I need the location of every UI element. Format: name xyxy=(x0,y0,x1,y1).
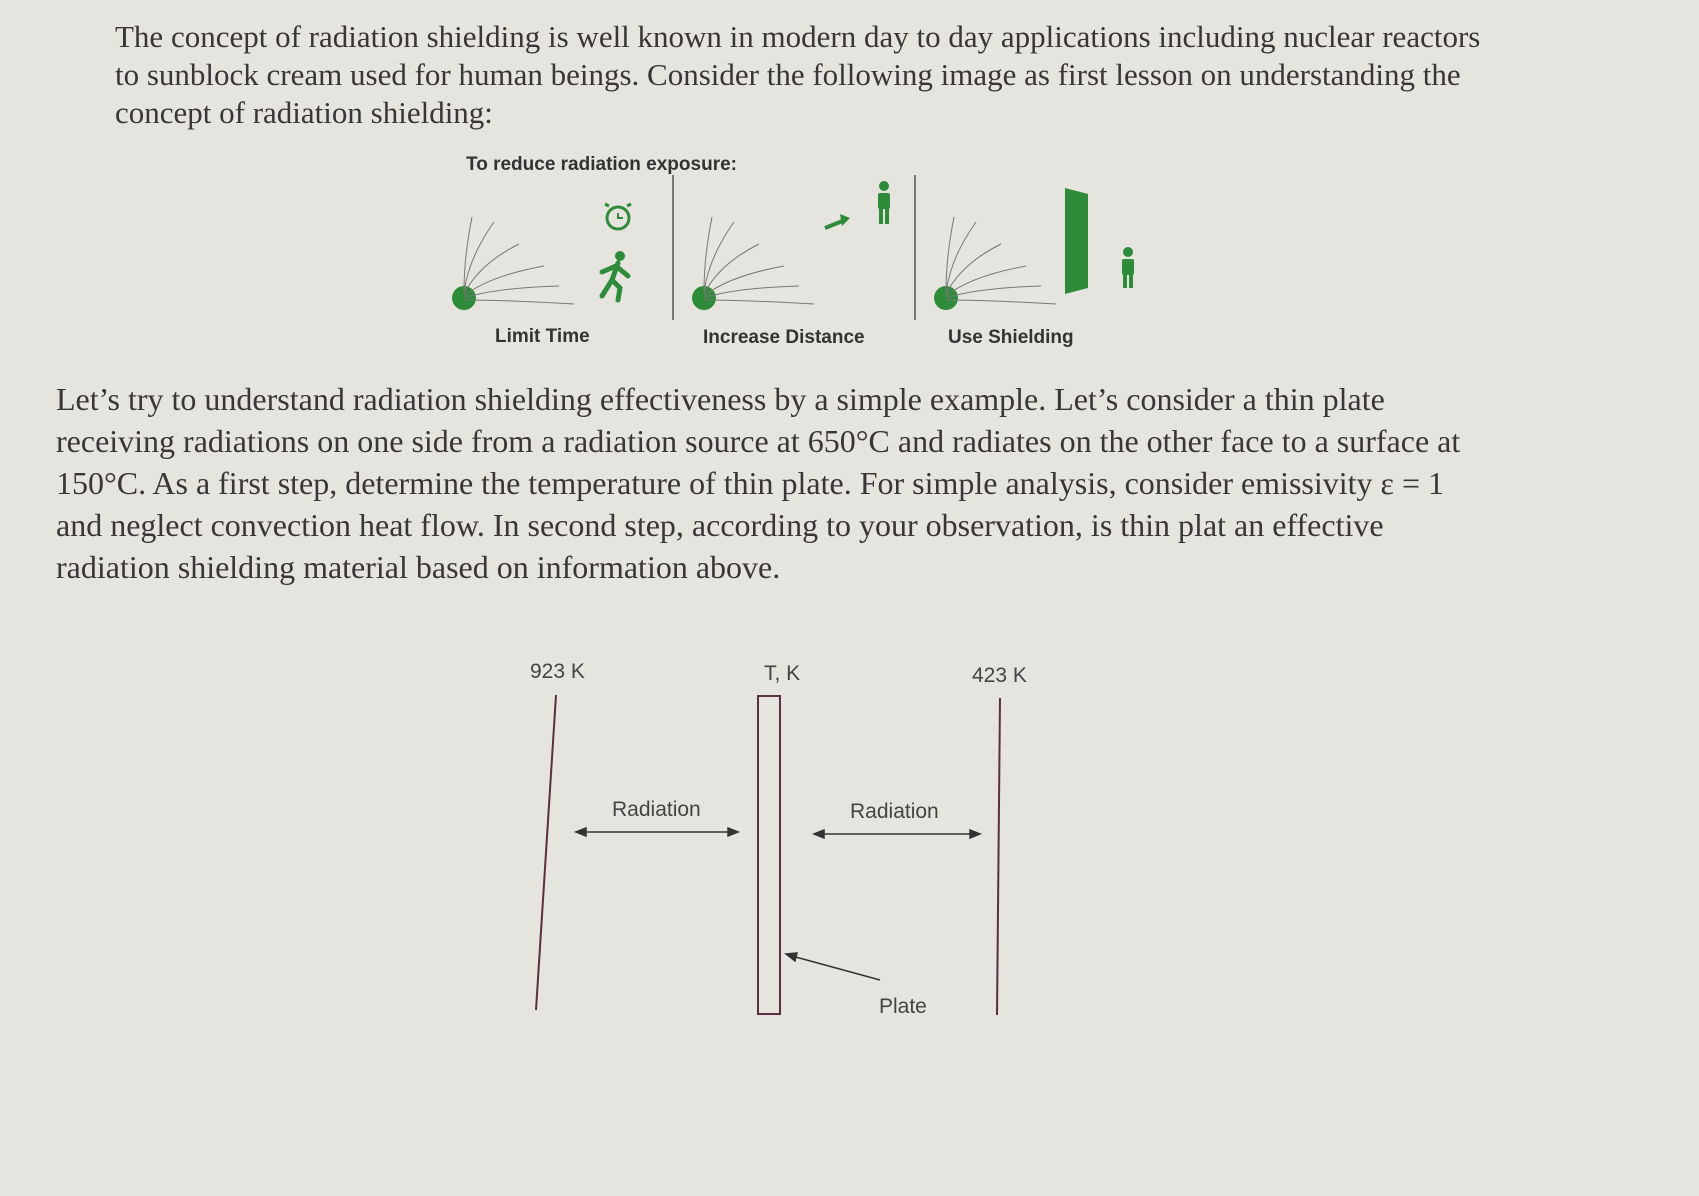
radiation-source-icon xyxy=(934,217,1056,310)
shield-wall-icon xyxy=(1065,188,1088,294)
intro-paragraph: The concept of radiation shielding is well known in modern day to day applications including nuclear reactors to sunblock cream used for human beings. Consider the following image as first lesson on understanding the concept of radiation shielding: xyxy=(115,19,1481,130)
plate-pointer-arrow xyxy=(786,953,880,980)
panel-label-increase-distance: Increase Distance xyxy=(703,327,865,348)
panel-label-limit-time: Limit Time xyxy=(495,326,590,347)
running-person-clock-icon xyxy=(602,251,628,300)
radiation-source-icon xyxy=(452,217,574,310)
panel-label-use-shielding: Use Shielding xyxy=(948,327,1074,348)
radiation-source-icon xyxy=(692,217,814,310)
infographic-title: To reduce radiation exposure: xyxy=(466,154,737,175)
radiation-exposure-infographic xyxy=(440,170,1160,320)
left-radiation-arrow xyxy=(576,828,738,836)
problem-paragraph: Let’s try to understand radiation shielding effectiveness by a simple example. Let’s consider a thin plate receiving radiations on one side from a radiation source at 650°C and radiates on the other face to a surface at 150°C. As a first step, determine the temperature of thin plate. For simple analysis, consider emissivity ε = 1 and neglect convection heat flow. In second step, according to your observation, is thin plat an effective radiation shielding material based on information above. xyxy=(56,381,1461,585)
plate-rectangle xyxy=(758,696,780,1014)
right-radiation-arrow xyxy=(814,830,980,838)
standing-person-arrow-icon xyxy=(878,181,890,224)
arrow-right-icon xyxy=(825,214,850,228)
right-radiation-label: Radiation xyxy=(850,800,939,823)
left-surface-temperature-label: 923 K xyxy=(530,660,585,683)
right-surface-line xyxy=(997,698,1000,1015)
alarm-clock-icon xyxy=(605,204,631,229)
left-surface-line xyxy=(536,695,556,1010)
left-radiation-label: Radiation xyxy=(612,798,701,821)
right-surface-temperature-label: 423 K xyxy=(972,664,1027,687)
shield-wall-person-icon xyxy=(1122,247,1134,288)
plate-label: Plate xyxy=(879,995,927,1018)
plate-temperature-label: T, K xyxy=(764,662,801,685)
plate-radiation-diagram xyxy=(480,650,1040,1030)
